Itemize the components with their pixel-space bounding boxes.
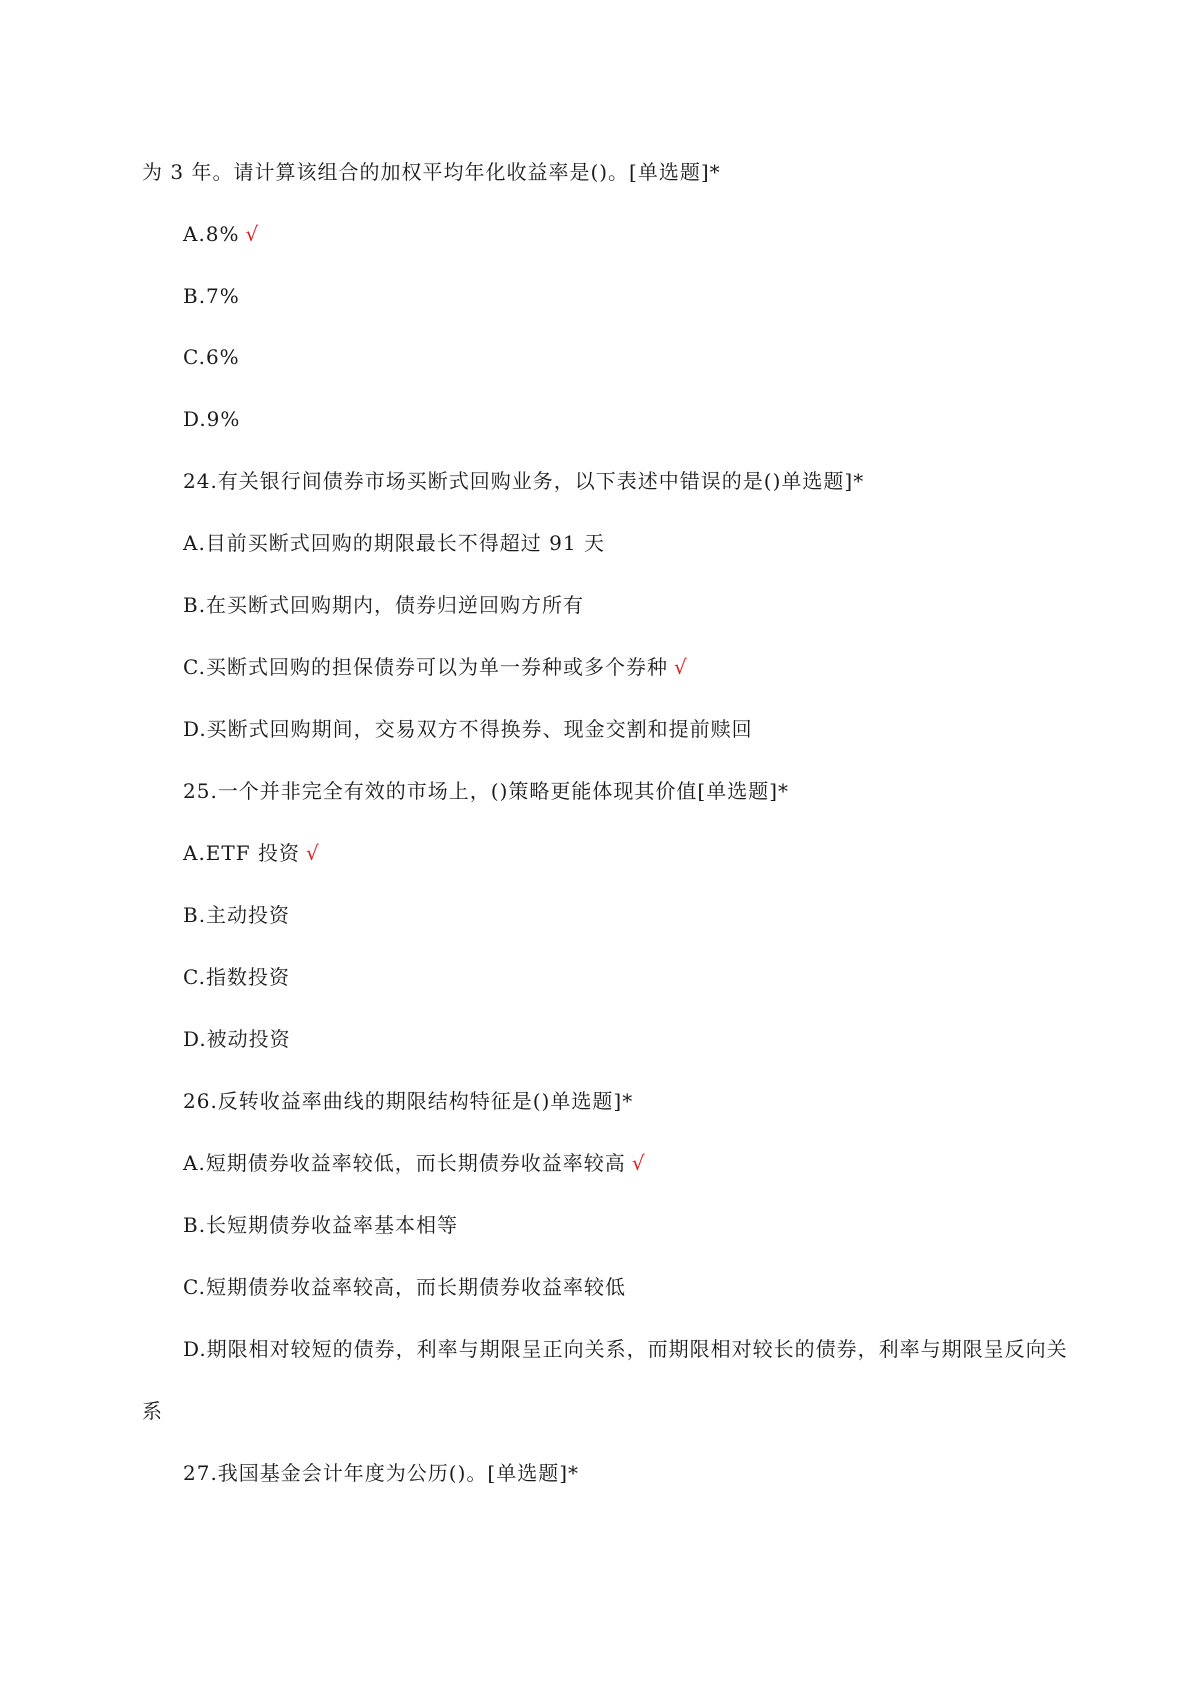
q25-option-a: A.ETF 投资 √ [183, 841, 320, 865]
correct-check-icon: √ [245, 222, 260, 246]
q26-option-d-continuation: 系 [142, 1399, 163, 1423]
question-24: 24.有关银行间债券市场买断式回购业务，以下表述中错误的是()单选题]* [183, 469, 865, 493]
q23-option-a: A.8% √ [183, 222, 260, 246]
correct-check-icon: √ [631, 1151, 646, 1175]
q25-option-c: C.指数投资 [183, 965, 290, 989]
correct-check-icon: √ [305, 841, 320, 865]
question-25: 25.一个并非完全有效的市场上，()策略更能体现其价值[单选题]* [183, 779, 790, 803]
q26-option-c: C.短期债券收益率较高，而长期债券收益率较低 [183, 1275, 626, 1299]
q23-option-d: D.9% [183, 407, 241, 431]
q23-option-b: B.7% [183, 284, 240, 308]
q24-option-b: B.在买断式回购期内，债券归逆回购方所有 [183, 593, 585, 617]
q25-option-d: D.被动投资 [183, 1027, 291, 1051]
q26-option-d: D.期限相对较短的债券，利率与期限呈正向关系，而期限相对较长的债券，利率与期限呈反向关 [183, 1337, 1068, 1361]
q25-option-b: B.主动投资 [183, 903, 291, 927]
q24-option-c: C.买断式回购的担保债券可以为单一券种或多个券种 √ [183, 655, 688, 679]
question-27: 27.我国基金会计年度为公历()。[单选题]* [183, 1461, 580, 1485]
q24-option-a: A.目前买断式回购的期限最长不得超过 91 天 [183, 531, 605, 555]
q26-option-a: A.短期债券收益率较低，而长期债券收益率较高 √ [183, 1151, 646, 1175]
q23-option-c: C.6% [183, 345, 240, 369]
q24-option-d: D.买断式回购期间，交易双方不得换券、现金交割和提前赎回 [183, 717, 753, 741]
question-23-continuation: 为 3 年。请计算该组合的加权平均年化收益率是()。[单选题]* [142, 160, 721, 184]
correct-check-icon: √ [673, 655, 688, 679]
question-26: 26.反转收益率曲线的期限结构特征是()单选题]* [183, 1089, 634, 1113]
q26-option-b: B.长短期债券收益率基本相等 [183, 1213, 459, 1237]
